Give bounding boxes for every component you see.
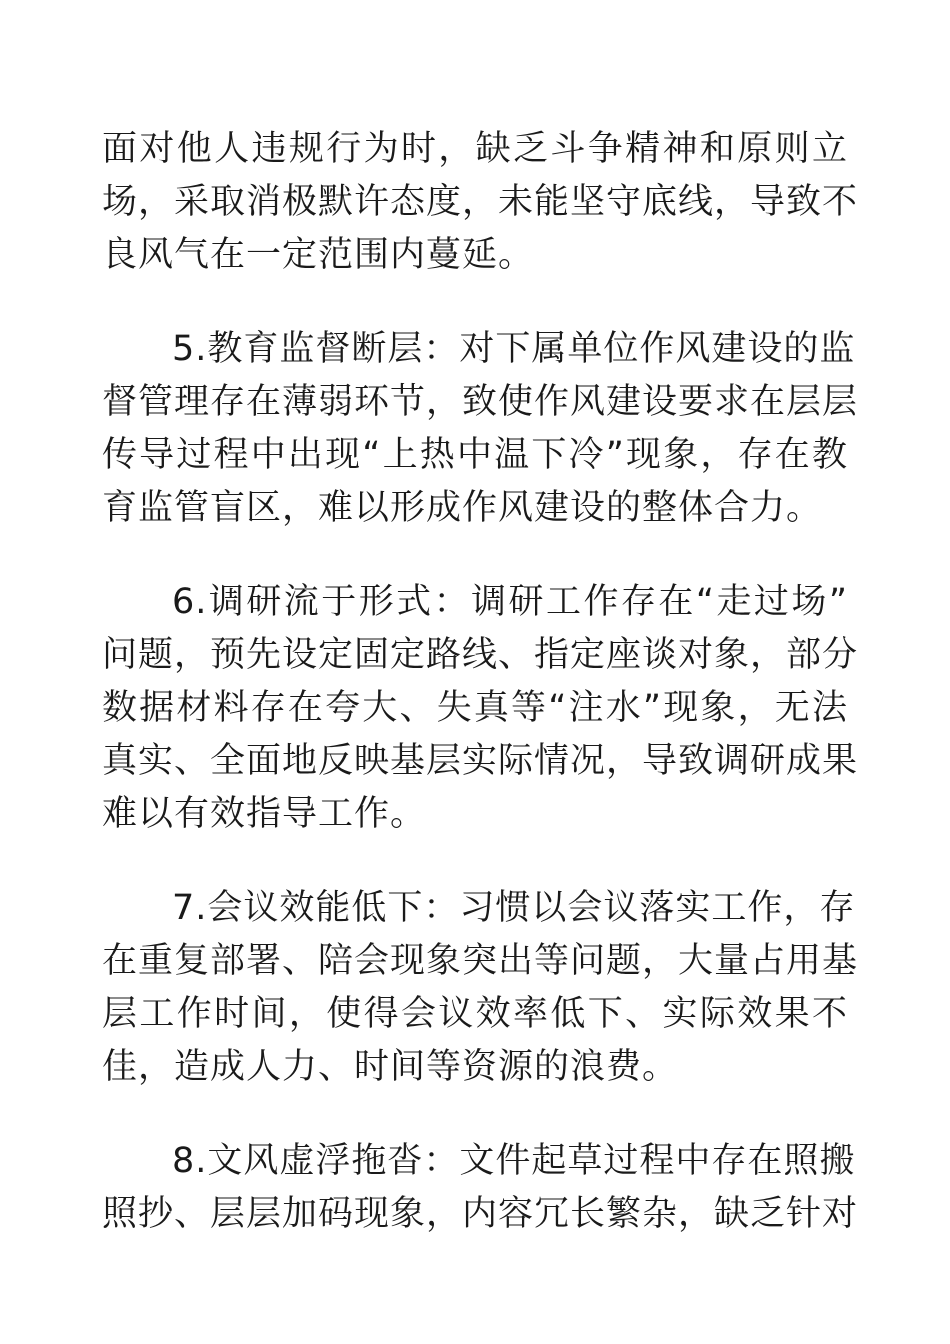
text-line: 育监管盲区，难以形成作风建设的整体合力。	[102, 488, 823, 528]
text-line: 佳，造成人力、时间等资源的浪费。	[102, 1047, 679, 1087]
paragraph-heading-line: 7.会议效能低下：习惯以会议落实工作，存	[172, 888, 856, 928]
paragraph-heading-line: 8.文风虚浮拖沓：文件起草过程中存在照搬	[172, 1141, 856, 1181]
text-line: 场，采取消极默许态度，未能坚守底线，导致不	[102, 182, 859, 222]
text-line: 层工作时间，使得会议效率低下、实际效果不	[102, 994, 848, 1034]
text-line: 真实、全面地反映基层实际情况，导致调研成果	[102, 741, 859, 781]
text-line: 督管理存在薄弱环节，致使作风建设要求在层层	[102, 382, 859, 422]
text-line: 传导过程中出现“上热中温下冷”现象，存在教	[102, 435, 848, 475]
text-line: 良风气在一定范围内蔓延。	[102, 235, 535, 275]
text-line: 数据材料存在夸大、失真等“注水”现象，无法	[102, 688, 848, 728]
text-line: 在重复部署、陪会现象突出等问题，大量占用基	[102, 941, 859, 981]
paragraph-heading-line: 5.教育监督断层：对下属单位作风建设的监	[172, 329, 856, 369]
text-line: 照抄、层层加码现象，内容冗长繁杂，缺乏针对	[102, 1194, 859, 1234]
text-line: 问题，预先设定固定路线、指定座谈对象，部分	[102, 635, 859, 675]
text-line: 难以有效指导工作。	[102, 794, 427, 834]
paragraph-heading-line: 6.调研流于形式：调研工作存在“走过场”	[172, 582, 848, 622]
text-line: 面对他人违规行为时，缺乏斗争精神和原则立	[102, 129, 848, 169]
